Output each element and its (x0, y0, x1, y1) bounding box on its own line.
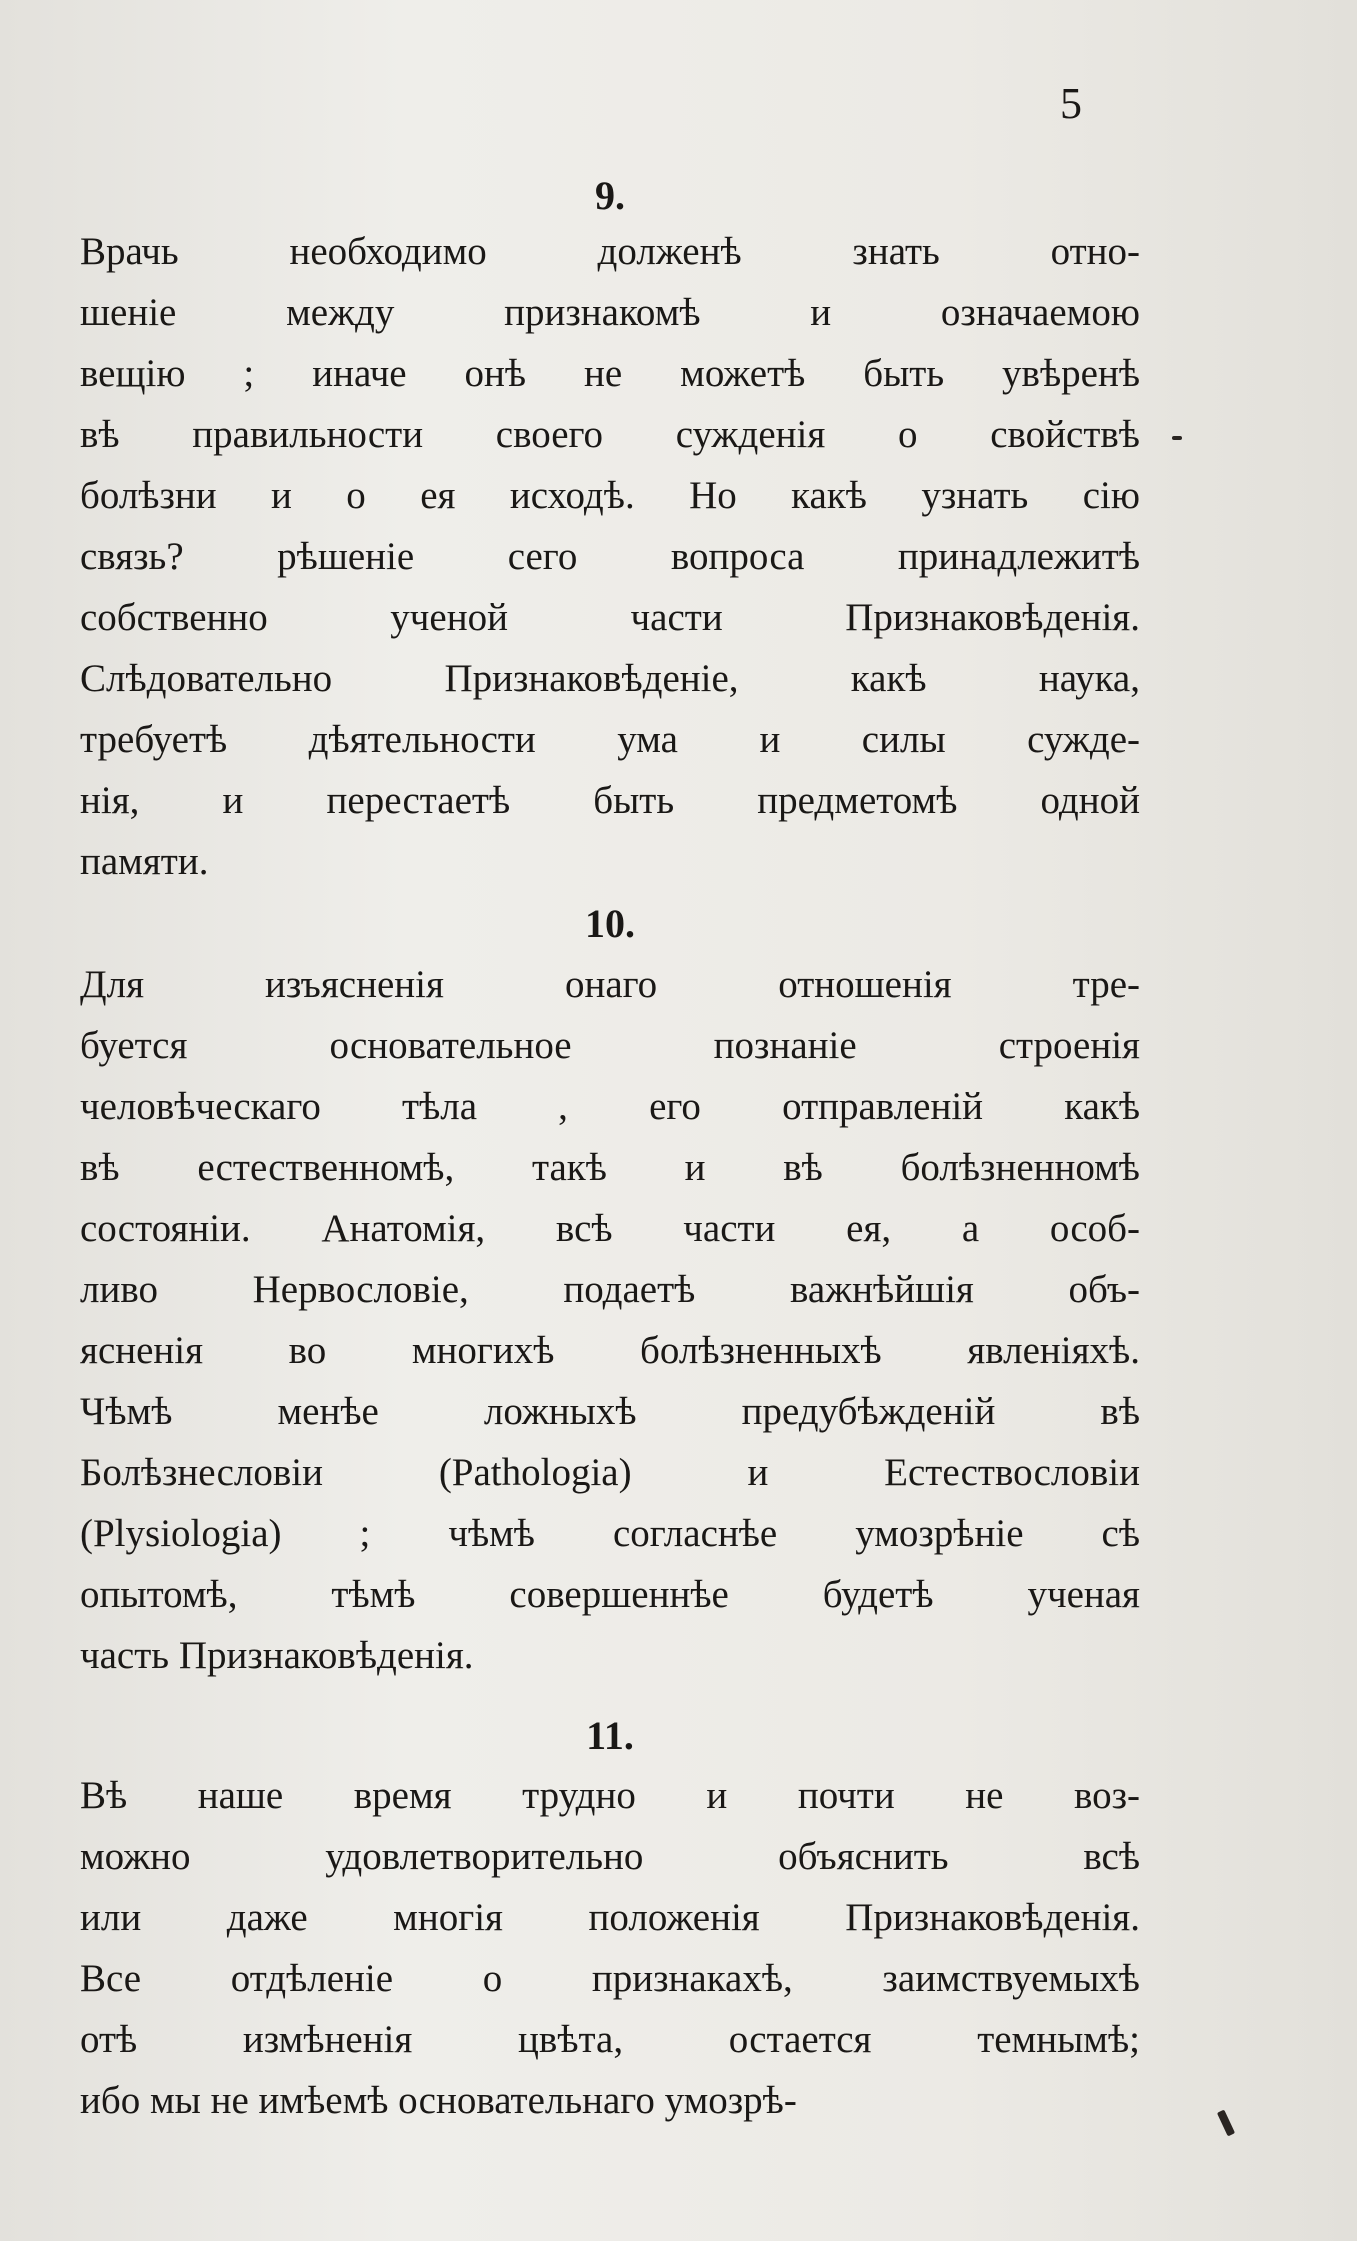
section-number: 10. (585, 901, 635, 946)
text-line: ясненія во многихѣ болѣзненныхѣ явленіяхѣ. (80, 1329, 1140, 1372)
text-line: связь? рѣшеніе сего вопроса принадлежитѣ (80, 535, 1140, 578)
text-line: ибо мы не имѣемѣ основательнаго умозрѣ- (80, 2079, 797, 2122)
text-line: или даже многія положенія Признаковѣденія. (80, 1896, 1140, 1939)
text-line: шеніе между признакомѣ и означаемою (80, 291, 1140, 334)
text-line: опытомѣ, тѣмѣ совершеннѣе будетѣ ученая (80, 1573, 1140, 1616)
text-line: часть Признаковѣденія. (80, 1634, 474, 1677)
section-number: 9. (595, 173, 625, 218)
text-line: вѣ естественномѣ, такѣ и вѣ болѣзненномѣ (80, 1146, 1140, 1189)
paragraph (80, 954, 1140, 1686)
text-line: Чѣмѣ менѣе ложныхѣ предубѣжденій вѣ (80, 1390, 1140, 1433)
text-line: Врачь необходимо долженѣ знать отно- (80, 230, 1140, 273)
text-line: вѣ правильности своего сужденія о свойствѣ (80, 413, 1140, 456)
text-line: Слѣдовательно Признаковѣденіе, какѣ наука, (80, 657, 1140, 700)
text-line: собственно ученой части Признаковѣденія. (80, 596, 1140, 639)
text-line: требуетѣ дѣятельности ума и силы сужде- (80, 718, 1140, 761)
text-line: человѣческаго тѣла , его отправленій какѣ (80, 1085, 1140, 1128)
text-line: вещію ; иначе онѣ не можетѣ быть увѣренѣ (80, 352, 1140, 395)
ink-speck (1172, 436, 1182, 440)
text-line: нія, и перестаетѣ быть предметомѣ одной (80, 779, 1140, 822)
text-line: отѣ измѣненія цвѣта, остается темнымѣ; (80, 2018, 1140, 2061)
text-line: Все отдѣленіе о признакахѣ, заимствуемыхѣ (80, 1957, 1140, 2000)
ink-speck (1217, 2110, 1235, 2137)
paragraph (80, 221, 1140, 892)
text-line: Болѣзнесловіи (Pathologia) и Естествословіи (80, 1451, 1140, 1494)
section-number: 11. (586, 1713, 634, 1758)
paragraph (80, 1765, 1140, 2131)
text-line: Вѣ наше время трудно и почти не воз- (80, 1774, 1140, 1817)
text-line: Для изъясненія онаго отношенія тре- (80, 963, 1140, 1006)
text-line: состояніи. Анатомія, всѣ части ея, а особ- (80, 1207, 1140, 1250)
page-number: 5 (1060, 79, 1082, 128)
text-line: болѣзни и о ея исходѣ. Но какѣ узнать сію (80, 474, 1140, 517)
text-line: памяти. (80, 840, 209, 883)
text-line: ливо Нервословіе, подаетѣ важнѣйшія объ- (80, 1268, 1140, 1311)
text-line: можно удовлетворительно объяснить всѣ (80, 1835, 1140, 1878)
text-line: буется основательное познаніе строенія (80, 1024, 1140, 1067)
text-line: (Plysiologia) ; чѣмѣ согласнѣе умозрѣніе сѣ (80, 1512, 1140, 1555)
